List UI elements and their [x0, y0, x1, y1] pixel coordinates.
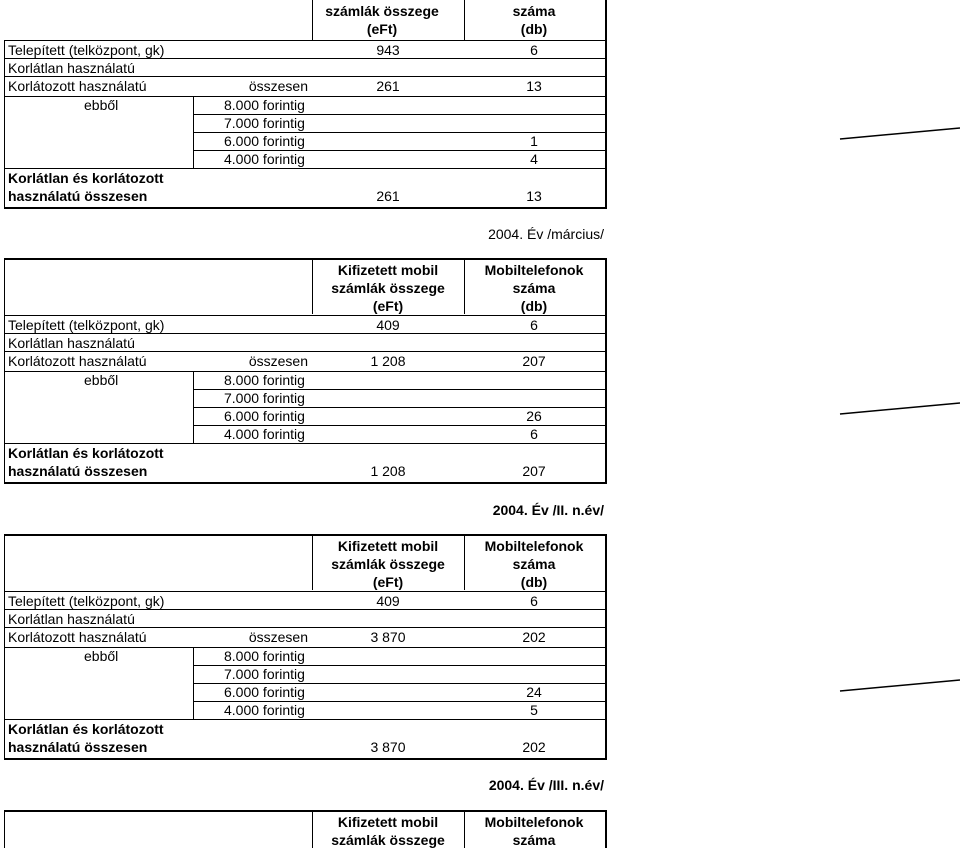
- row-osszesen-label: összesen: [248, 353, 308, 369]
- band-8000: 8.000 forintig: [224, 648, 305, 664]
- col1-header-line2: számlák összege: [331, 556, 445, 572]
- row-korlatozott-label: Korlátozott használatú: [8, 353, 147, 369]
- total-count: 202: [522, 739, 546, 755]
- row-osszesen-count: 13: [526, 78, 542, 94]
- band-4000: 4.000 forintig: [224, 426, 305, 442]
- row-korlatlan-label: Korlátlan használatú: [8, 60, 135, 76]
- band-8000: 8.000 forintig: [224, 97, 305, 113]
- col2-header-line1: Mobiltelefonok: [484, 814, 584, 830]
- band-7000: 7.000 forintig: [224, 115, 305, 131]
- row-telepitett-count: 6: [530, 593, 538, 609]
- total-count: 13: [526, 188, 542, 204]
- band-7000: 7.000 forintig: [224, 666, 305, 682]
- col1-header-line3: (eFt): [372, 574, 404, 590]
- row-ebbol-label: ebből: [84, 97, 119, 113]
- total-count: 207: [522, 463, 546, 479]
- total-amount: 3 870: [370, 739, 406, 755]
- band-8000: 8.000 forintig: [224, 372, 305, 388]
- col1-header-line1: Kifizetett mobil: [337, 262, 439, 278]
- col2-header-line2: száma: [512, 3, 556, 19]
- col1-header-line3: (eFt): [372, 298, 404, 314]
- row-telepitett-count: 6: [530, 317, 538, 333]
- row-korlatozott-label: Korlátozott használatú: [8, 78, 147, 94]
- col2-header-line2: száma: [512, 280, 556, 296]
- band-4000-count: 5: [530, 702, 538, 718]
- band-6000-count: 26: [526, 408, 542, 424]
- col2-header-line1: Mobiltelefonok: [484, 262, 584, 278]
- col1-header-line2: számlák összege: [325, 3, 439, 19]
- section-title-ii-nev: 2004. Év /II. n.év/: [492, 502, 604, 518]
- col2-header-line3: (db): [520, 574, 548, 590]
- col2-header-line2: száma: [512, 556, 556, 572]
- row-telepitett-label: Telepített (telközpont, gk): [8, 593, 165, 609]
- col1-header-line2: számlák összege: [331, 280, 445, 296]
- chart-line-segment: [840, 128, 960, 139]
- col1-header-line1: Kifizetett mobil: [337, 538, 439, 554]
- col2-header-line2: száma: [512, 832, 556, 848]
- col1-header-line1: Kifizetett mobil: [337, 814, 439, 830]
- band-6000-count: 1: [530, 133, 538, 149]
- row-osszesen-amount: 1 208: [370, 353, 406, 369]
- row-telepitett-count: 6: [530, 42, 538, 58]
- row-osszesen-label: összesen: [248, 78, 308, 94]
- band-7000: 7.000 forintig: [224, 390, 305, 406]
- row-osszesen-amount: 261: [376, 78, 400, 94]
- band-6000: 6.000 forintig: [224, 133, 305, 149]
- band-4000: 4.000 forintig: [224, 702, 305, 718]
- band-4000: 4.000 forintig: [224, 151, 305, 167]
- total-amount: 261: [376, 188, 400, 204]
- row-ebbol-label: ebből: [84, 372, 119, 388]
- row-osszesen-amount: 3 870: [370, 629, 406, 645]
- total-label-line2: használatú összesen: [8, 188, 148, 204]
- col2-header-line1: Mobiltelefonok: [484, 538, 584, 554]
- total-label-line1: Korlátlan és korlátozott: [8, 170, 164, 186]
- total-label-line1: Korlátlan és korlátozott: [8, 721, 164, 737]
- section-title-marcius: 2004. Év /március/: [488, 226, 604, 242]
- band-6000: 6.000 forintig: [224, 408, 305, 424]
- row-korlatlan-label: Korlátlan használatú: [8, 335, 135, 351]
- band-4000-count: 4: [530, 151, 538, 167]
- col1-header-line2: számlák összege: [331, 832, 445, 848]
- row-telepitett-amount: 409: [376, 317, 400, 333]
- total-label-line1: Korlátlan és korlátozott: [8, 445, 164, 461]
- row-osszesen-count: 207: [522, 353, 546, 369]
- col1-header-line3: (eFt): [366, 21, 398, 37]
- row-telepitett-label: Telepített (telközpont, gk): [8, 317, 165, 333]
- row-telepitett-amount: 943: [376, 42, 400, 58]
- row-ebbol-label: ebből: [84, 648, 119, 664]
- row-telepitett-label: Telepített (telközpont, gk): [8, 42, 165, 58]
- row-telepitett-amount: 409: [376, 593, 400, 609]
- row-korlatozott-label: Korlátozott használatú: [8, 629, 147, 645]
- section-title-iii-nev: 2004. Év /III. n.év/: [488, 777, 604, 793]
- row-osszesen-count: 202: [522, 629, 546, 645]
- row-korlatlan-label: Korlátlan használatú: [8, 611, 135, 627]
- col2-header-line3: (db): [520, 298, 548, 314]
- chart-line-segment: [840, 680, 960, 691]
- total-label-line2: használatú összesen: [8, 463, 148, 479]
- total-label-line2: használatú összesen: [8, 739, 148, 755]
- band-6000: 6.000 forintig: [224, 684, 305, 700]
- chart-line-segment: [840, 403, 960, 414]
- col2-header-line3: (db): [520, 21, 548, 37]
- band-6000-count: 24: [526, 684, 542, 700]
- row-osszesen-label: összesen: [248, 629, 308, 645]
- band-4000-count: 6: [530, 426, 538, 442]
- total-amount: 1 208: [370, 463, 406, 479]
